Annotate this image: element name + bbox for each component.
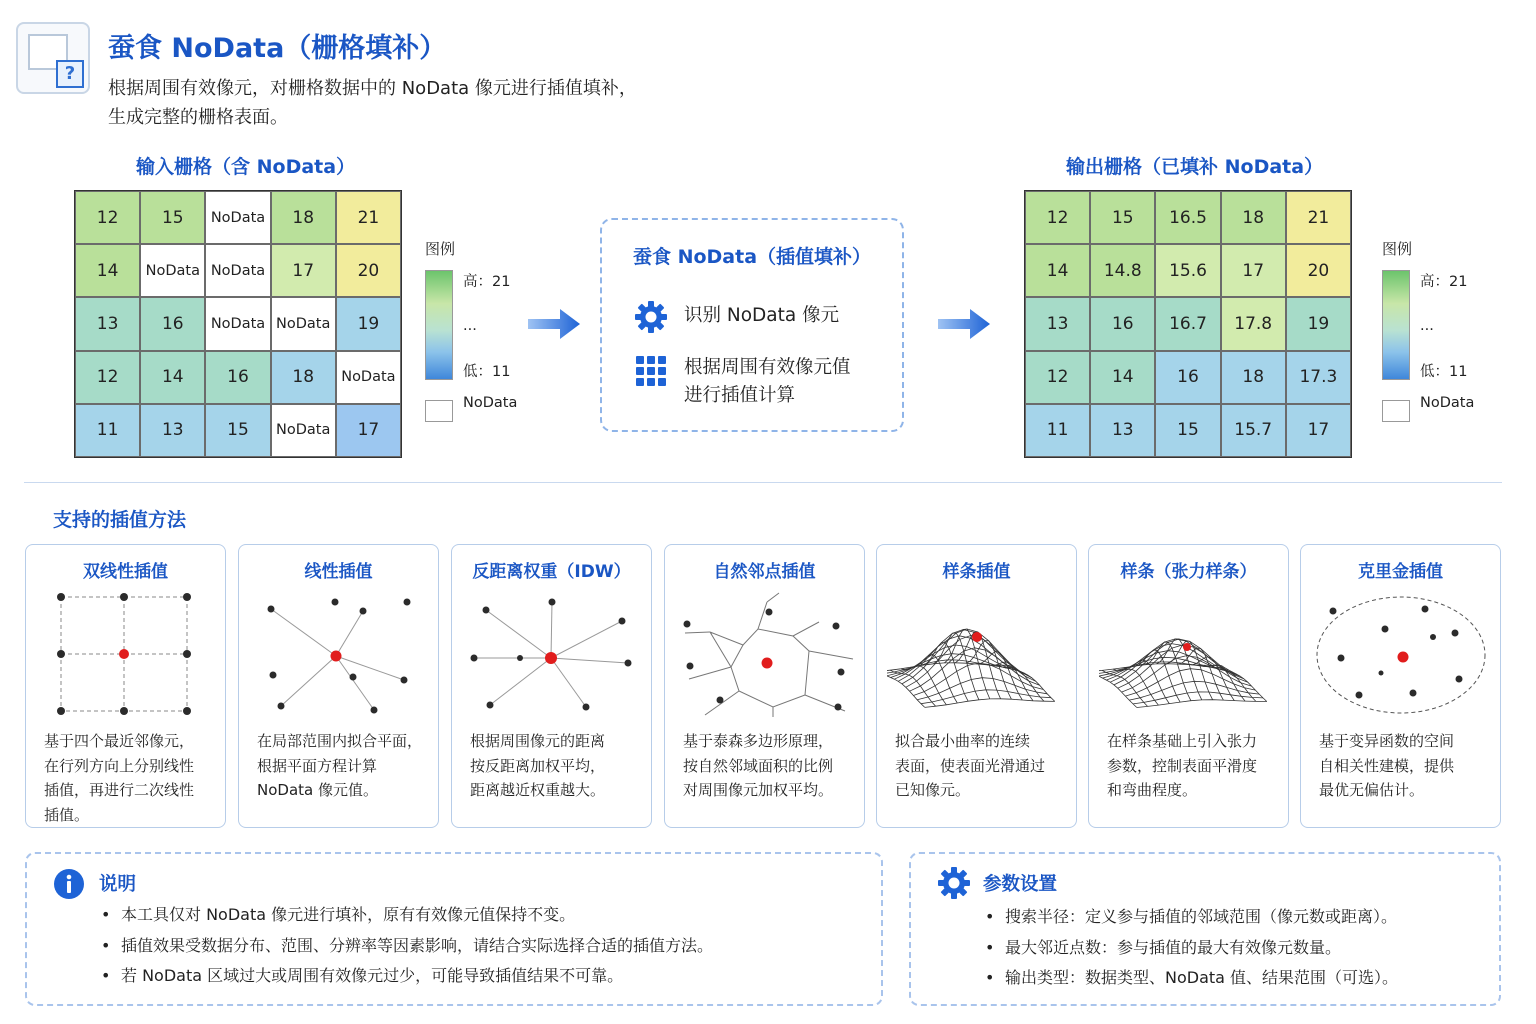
method-desc-line: 和弯曲程度。 — [1107, 781, 1198, 799]
nodata-cell: NoData — [205, 191, 270, 244]
method-desc-line: 根据平面方程计算 — [257, 756, 378, 775]
params-title: 参数设置 — [983, 874, 1058, 895]
mesh-line — [1137, 700, 1267, 708]
nodata-cell: NoData — [271, 404, 336, 457]
raster-cell: 14.8 — [1090, 244, 1155, 297]
section-divider — [24, 482, 1502, 483]
raster-cell: 13 — [75, 297, 140, 350]
legend-low-label: 低：11 — [1420, 364, 1468, 380]
legend-color-ramp — [1382, 270, 1410, 380]
raster-cell: 17.8 — [1221, 297, 1286, 350]
mesh-line — [1125, 669, 1255, 696]
raster-cell: 12 — [75, 191, 140, 244]
raster-cell: 12 — [1025, 351, 1090, 404]
input-raster-grid — [74, 190, 402, 458]
method-desc-line: 在局部范围内拟合平面， — [257, 732, 423, 750]
raster-cell: 17 — [271, 244, 336, 297]
method-description — [470, 729, 642, 803]
mesh-line — [923, 643, 969, 702]
method-desc-line: 参数，控制表面平滑度 — [1107, 756, 1258, 775]
notes-item: • 插值效果受数据分布、范围、分辨率等因素影响，请结合实际选择合适的插值方法。 — [101, 931, 713, 962]
raster-cell: 20 — [1286, 244, 1351, 297]
method-title: 样条（张力样条） — [1120, 562, 1257, 582]
method-card-idw[interactable] — [451, 544, 652, 828]
raster-cell: 15 — [1090, 191, 1155, 244]
method-desc-line: 自相关性建模，提供 — [1319, 756, 1455, 775]
method-desc-line: 表面，使表面光滑通过 — [895, 756, 1046, 775]
raster-cell: 18 — [1221, 351, 1286, 404]
nodata-cell: NoData — [205, 244, 270, 297]
raster-cell: 16.5 — [1155, 191, 1220, 244]
kriging-diagram-icon — [1311, 587, 1491, 717]
raster-cell: 12 — [1025, 191, 1090, 244]
description-line-2: 生成完整的栅格表面。 — [108, 107, 288, 128]
raster-cell: 15 — [1155, 404, 1220, 457]
legend-high-label: 高：21 — [463, 274, 511, 290]
step-interpolate-text — [684, 354, 884, 410]
legend-low-label: 低：11 — [463, 364, 511, 380]
mesh-line — [1167, 641, 1213, 700]
raster-cell: 13 — [1025, 297, 1090, 350]
raster-cell: 18 — [1221, 191, 1286, 244]
mesh-line — [998, 665, 1044, 701]
legend-high-label: 高：21 — [1420, 274, 1468, 290]
raster-cell: 21 — [336, 191, 401, 244]
raster-cell: 14 — [1025, 244, 1090, 297]
method-desc-line: 根据周围像元的距离 — [470, 732, 606, 750]
idw-diagram-icon — [462, 587, 642, 717]
legend-mid-label: ... — [1420, 318, 1434, 334]
legend-mid-label: ... — [463, 318, 477, 334]
method-desc-line: 最优无偏估计。 — [1319, 781, 1425, 799]
description-line-1: 根据周围有效像元，对栅格数据中的 NoData 像元进行插值填补， — [108, 78, 637, 99]
linear-diagram-icon — [249, 587, 429, 717]
raster-cell: 18 — [271, 351, 336, 404]
method-title: 克里金插值 — [1358, 562, 1443, 582]
methods-heading: 支持的插值方法 — [53, 509, 187, 531]
mesh-line — [894, 636, 1024, 679]
legend-title: 图例 — [1382, 240, 1413, 258]
raster-cell: 15.6 — [1155, 244, 1220, 297]
params-panel — [909, 852, 1501, 1006]
notes-panel — [25, 852, 883, 1006]
raster-cell: 15 — [140, 191, 205, 244]
raster-cell: 16 — [140, 297, 205, 350]
method-desc-line: 按自然邻域面积的比例 — [683, 756, 834, 775]
legend-nodata-label: NoData — [1420, 395, 1475, 411]
method-desc-line: 插值。 — [44, 805, 90, 824]
method-desc-line: 按反距离加权平均， — [470, 756, 606, 775]
method-description — [1107, 729, 1279, 803]
raster-cell: 17 — [1286, 404, 1351, 457]
right-arrow-icon — [526, 306, 582, 342]
question-mark-icon: ? — [56, 60, 84, 88]
nodata-cell: NoData — [336, 351, 401, 404]
raster-cell: 14 — [140, 351, 205, 404]
output-grid-title: 输出栅格（已填补 NoData） — [1066, 156, 1324, 178]
raster-cell: 17.3 — [1286, 351, 1351, 404]
method-title: 样条插值 — [942, 562, 1011, 582]
nodata-cell: NoData — [140, 244, 205, 297]
method-card-spline[interactable] — [876, 544, 1077, 828]
method-title: 反距离权重（IDW） — [472, 562, 631, 582]
notes-item: • 本工具仅对 NoData 像元进行填补，原有有效像元值保持不变。 — [101, 900, 713, 931]
raster-cell: 17 — [336, 404, 401, 457]
page-title: 蚕食 NoData（栅格填补） — [108, 33, 447, 64]
notes-title: 说明 — [99, 874, 137, 895]
raster-cell: 19 — [1286, 297, 1351, 350]
raster-cell: 12 — [75, 351, 140, 404]
step-interpolate-line-2: 进行插值计算 — [684, 385, 796, 406]
notes-list — [101, 900, 713, 992]
method-desc-line: 基于变异函数的空间 — [1319, 732, 1455, 750]
method-description — [895, 729, 1067, 803]
method-card-linear[interactable] — [238, 544, 439, 828]
process-panel — [600, 218, 904, 432]
method-description — [257, 729, 429, 803]
raster-cell: 16 — [1155, 351, 1220, 404]
raster-cell: 11 — [1025, 404, 1090, 457]
bilinear-diagram-icon — [36, 587, 216, 717]
raster-cell: 16 — [205, 351, 270, 404]
legend-nodata-swatch — [1382, 400, 1410, 422]
process-step-interpolate — [634, 354, 884, 410]
process-title: 蚕食 NoData（插值填补） — [632, 246, 872, 268]
voronoi-diagram-icon — [675, 587, 855, 717]
method-card-natural-neighbor[interactable] — [664, 544, 865, 828]
raster-cell: 15 — [205, 404, 270, 457]
params-item: • 最大邻近点数：参与插值的最大有效像元数量。 — [985, 933, 1398, 964]
raster-cell: 13 — [140, 404, 205, 457]
method-title: 双线性插值 — [83, 562, 168, 582]
step-interpolate-line-1: 根据周围有效像元值 — [684, 357, 851, 378]
output-raster-grid — [1024, 190, 1352, 458]
raster-cell: 14 — [75, 244, 140, 297]
nodata-cell: NoData — [205, 297, 270, 350]
gear-icon — [634, 300, 668, 334]
method-description — [1319, 729, 1491, 803]
mesh-line — [925, 699, 1055, 708]
nodata-cell: NoData — [271, 297, 336, 350]
page-description — [108, 74, 728, 132]
method-desc-line: 在行列方向上分别线性 — [44, 756, 195, 775]
params-list — [985, 902, 1398, 994]
method-desc-line: 插值，再进行二次线性 — [44, 781, 195, 799]
method-card-bilinear[interactable] — [25, 544, 226, 828]
method-description — [44, 729, 216, 827]
legend-title: 图例 — [425, 240, 456, 258]
method-desc-line: 距离越近权重越大。 — [470, 781, 606, 799]
method-desc-line: 基于泰森多边形原理， — [683, 732, 834, 750]
params-item: • 搜索半径：定义参与插值的邻域范围（像元数或距离）。 — [985, 902, 1398, 933]
info-icon — [53, 868, 85, 900]
step-identify-text: 识别 NoData 像元 — [684, 305, 840, 326]
output-legend — [1382, 238, 1512, 428]
method-description — [683, 729, 855, 803]
raster-cell: 11 — [75, 404, 140, 457]
method-desc-line: 在样条基础上引入张力 — [1107, 732, 1258, 750]
legend-nodata-label: NoData — [463, 395, 518, 411]
notes-item: • 若 NoData 区域过大或周围有效像元过少，可能导致插值结果不可靠。 — [101, 961, 713, 992]
raster-cell: 19 — [336, 297, 401, 350]
mesh-line — [898, 630, 1028, 682]
method-desc-line: NoData 像元值。 — [257, 781, 378, 799]
legend-color-ramp — [425, 270, 453, 380]
tension-spline-diagram-icon — [1099, 587, 1279, 717]
raster-cell: 16.7 — [1155, 297, 1220, 350]
method-card-tension-spline[interactable] — [1088, 544, 1289, 828]
raster-fill-icon — [16, 22, 90, 94]
raster-cell: 17 — [1221, 244, 1286, 297]
legend-nodata-swatch — [425, 400, 453, 422]
method-desc-line: 已知像元。 — [895, 781, 971, 799]
method-title: 线性插值 — [304, 562, 373, 582]
process-step-identify — [634, 300, 884, 334]
raster-cell: 14 — [1090, 351, 1155, 404]
gear-icon — [937, 866, 971, 900]
grid-icon — [634, 354, 668, 388]
right-arrow-icon — [936, 306, 992, 342]
input-grid-title: 输入栅格（含 NoData） — [136, 156, 356, 178]
method-title: 自然邻点插值 — [713, 562, 816, 582]
raster-cell: 18 — [271, 191, 336, 244]
params-item: • 输出类型：数据类型、NoData 值、结果范围（可选）。 — [985, 963, 1398, 994]
raster-cell: 21 — [1286, 191, 1351, 244]
raster-cell: 20 — [336, 244, 401, 297]
raster-cell: 15.7 — [1221, 404, 1286, 457]
raster-cell: 16 — [1090, 297, 1155, 350]
method-card-kriging[interactable] — [1300, 544, 1501, 828]
method-desc-line: 拟合最小曲率的连续 — [895, 732, 1031, 750]
spline-surface-diagram-icon — [887, 587, 1067, 717]
raster-cell: 13 — [1090, 404, 1155, 457]
method-desc-line: 对周围像元加权平均。 — [683, 781, 834, 799]
mesh-line — [1099, 672, 1137, 708]
method-desc-line: 基于四个最近邻像元， — [44, 732, 195, 750]
